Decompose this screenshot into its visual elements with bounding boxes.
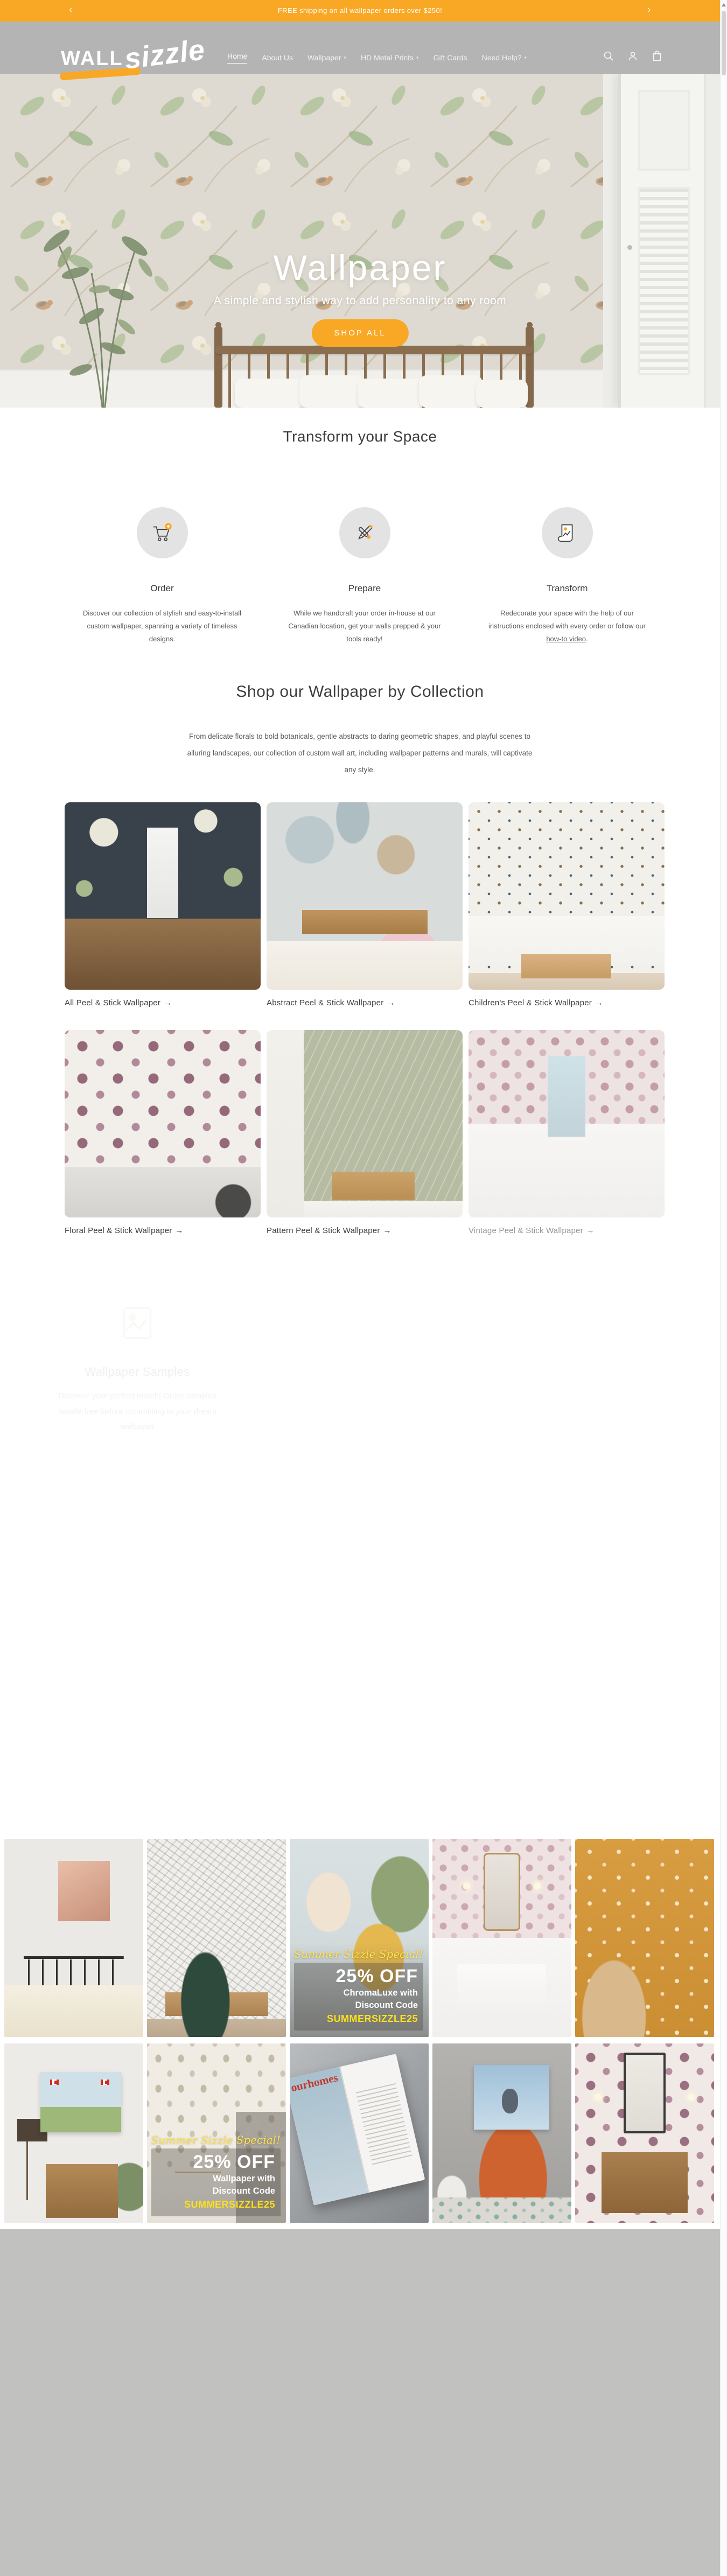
nav-help-label: Need Help? <box>481 53 522 62</box>
hero-bed-headboard <box>215 346 533 354</box>
collection-label-childrens: Children's Peel & Stick Wallpaper <box>469 998 592 1007</box>
promo-discount: 25% OFF <box>335 1965 418 1986</box>
feature-transform-text <box>484 607 651 646</box>
hero-banner <box>0 74 720 408</box>
feature-prepare-title: Prepare <box>348 583 381 593</box>
arrow-right-icon: → <box>383 1226 392 1235</box>
hero-subtitle: A simple and stylish way to add personality to any room <box>213 295 507 307</box>
gallery-photo-pink-bathroom[interactable] <box>432 1839 571 2037</box>
feature-transform <box>484 507 651 646</box>
nav-item-home[interactable] <box>227 52 247 64</box>
image-icon <box>115 1300 160 1346</box>
logo[interactable] <box>61 33 212 78</box>
hero-pillow <box>299 375 364 408</box>
wallpaper-promo-overlay <box>151 2133 281 2216</box>
promo-script-text: Summer Sizzle Special! <box>151 2133 281 2146</box>
gallery-photo-canada-canvas[interactable] <box>4 2043 143 2223</box>
feature-transform-text-before: Redecorate your space with the help of our instructions enclosed with every order or follow our <box>488 609 646 631</box>
collection-label-all: All Peel & Stick Wallpaper <box>65 998 161 1007</box>
mirror <box>624 2053 666 2133</box>
main-nav <box>227 52 527 64</box>
collection-image-abstract <box>267 802 463 990</box>
promo-script-text: Summer Sizzle Special! <box>293 1947 423 1961</box>
nav-about-label: About Us <box>262 53 293 62</box>
gallery-photo-bedroom-canvas[interactable] <box>4 1839 143 2037</box>
chevron-down-icon: ▾ <box>344 54 346 60</box>
arrow-right-icon: → <box>164 998 172 1007</box>
nav-wallpaper-label: Wallpaper <box>307 53 341 62</box>
gallery-photo-floral-vanity[interactable] <box>575 2043 714 2223</box>
sconce-light <box>688 2094 695 2101</box>
collection-label-vintage: Vintage Peel & Stick Wallpaper <box>469 1226 583 1235</box>
arrow-right-icon: → <box>387 998 395 1007</box>
logo-word-sizzle: sizzle <box>122 33 207 75</box>
nav-home-label: Home <box>227 52 247 64</box>
magazine-text-lines <box>356 2083 414 2167</box>
collection-image-childrens <box>469 802 665 990</box>
logo-word-wall: WALL <box>61 47 123 70</box>
feature-prepare-text: While we handcraft your order in-house at our Canadian location, get your walls prepped & your tools ready! <box>288 609 441 643</box>
samples-text: Discover your perfect match! Order samples hassle-free before committing to your dream wallpaper <box>58 1391 217 1431</box>
cart-icon[interactable] <box>651 50 663 62</box>
hero-title: Wallpaper <box>273 248 447 288</box>
cart-plus-icon <box>137 507 188 558</box>
collection-card-abstract[interactable] <box>267 802 463 1007</box>
promo-code: SUMMERSIZZLE25 <box>184 2199 275 2210</box>
announcement-prev-icon[interactable]: ‹ <box>69 4 73 16</box>
collection-image-pattern <box>267 1030 463 1217</box>
hero-pillow <box>358 379 425 408</box>
announcement-text: FREE shipping on all wallpaper orders over $250! <box>277 6 443 15</box>
arrow-right-icon: → <box>586 1226 595 1235</box>
promo-product-line: Wallpaper with <box>213 2173 275 2183</box>
footer <box>0 2229 720 2576</box>
collection-image-vintage <box>469 1030 665 1217</box>
collection-card-pattern[interactable] <box>267 1030 463 1235</box>
feature-order <box>79 507 246 646</box>
canvas-print <box>474 2065 549 2130</box>
magazine-title: ourhomes <box>290 2070 340 2095</box>
wallpaper-samples-promo[interactable] <box>30 1300 245 1435</box>
gallery-photo-chromaluxe-promo[interactable] <box>290 1839 429 2037</box>
mirror <box>484 1853 520 1931</box>
promo-code-line: Discount Code <box>212 2186 275 2196</box>
announcement-bar <box>0 0 720 22</box>
magazine <box>290 2054 425 2205</box>
site-header <box>0 22 720 74</box>
samples-heading: Wallpaper Samples <box>85 1365 190 1378</box>
hero-pillow <box>419 375 483 408</box>
collections-heading: Shop our Wallpaper by Collection <box>236 683 484 701</box>
promo-discount: 25% OFF <box>193 2151 275 2172</box>
sconce-light <box>534 1882 541 1889</box>
promo-product-line: ChromaLuxe with <box>343 1987 418 1998</box>
arrow-right-icon: → <box>595 998 604 1007</box>
feature-order-text: Discover our collection of stylish and easy-to-install custom wallpaper, spanning a variety of timeless designs. <box>82 609 242 643</box>
collection-label-floral: Floral Peel & Stick Wallpaper <box>65 1226 172 1235</box>
search-icon[interactable] <box>602 50 615 62</box>
rug <box>432 2197 571 2223</box>
sconce-light <box>463 1882 470 1889</box>
hero-door-panel <box>638 90 690 171</box>
canada-flag <box>50 2080 59 2085</box>
feature-transform-text-after: . <box>586 635 588 643</box>
collection-card-vintage[interactable] <box>469 1030 665 1235</box>
scrollbar-up-icon[interactable] <box>722 3 726 6</box>
tools-icon <box>339 507 390 558</box>
feature-order-title: Order <box>150 583 174 593</box>
gallery-photo-toile-desk[interactable] <box>147 1839 286 2037</box>
chevron-down-icon: ▾ <box>416 54 419 60</box>
scrollbar-thumb[interactable] <box>722 11 726 75</box>
nav-item-hd-metal-prints[interactable] <box>361 53 419 62</box>
chromaluxe-promo-overlay <box>294 1948 423 2031</box>
collection-card-floral[interactable] <box>65 1030 261 1235</box>
hero-pillow <box>476 380 528 408</box>
hero-door <box>618 74 705 408</box>
nav-item-need-help[interactable] <box>482 53 527 62</box>
promo-code-line: Discount Code <box>355 2000 418 2010</box>
nav-item-about-us[interactable] <box>262 53 293 62</box>
collection-image-floral <box>65 1030 261 1217</box>
canvas-print <box>40 2072 121 2132</box>
how-to-video-link[interactable]: how-to video <box>546 635 586 643</box>
canada-flag <box>101 2080 109 2085</box>
hero-bed-post <box>214 327 222 408</box>
collections-description: From delicate florals to bold botanicals, gentle abstracts to daring geometric shapes, and playful scenes to alluring landscapes, our collection of custom wall art, including wallpaper patterns and murals, will captivate any style. <box>187 732 533 774</box>
gallery-photo-butterfly-room[interactable] <box>575 1839 714 2037</box>
nav-item-gift-cards[interactable] <box>434 53 467 62</box>
collection-label-abstract: Abstract Peel & Stick Wallpaper <box>267 998 384 1007</box>
collection-card-childrens[interactable] <box>469 802 665 1007</box>
chevron-down-icon: ▾ <box>524 54 527 60</box>
gallery-photo-orange-chair[interactable] <box>432 2043 571 2223</box>
arrow-right-icon: → <box>175 1226 184 1235</box>
promo-code: SUMMERSIZZLE25 <box>326 2013 418 2024</box>
feature-prepare <box>281 507 448 646</box>
nav-gift-label: Gift Cards <box>433 53 467 62</box>
nav-item-wallpaper[interactable] <box>307 53 346 62</box>
account-icon[interactable] <box>626 50 639 62</box>
nav-metal-label: HD Metal Prints <box>361 53 414 62</box>
wallpaper-roll-icon <box>542 507 593 558</box>
shop-all-button[interactable]: SHOP ALL <box>311 319 408 347</box>
sconce-light <box>595 2094 602 2101</box>
page-scrollbar[interactable] <box>720 0 727 2576</box>
collection-image-all <box>65 802 261 990</box>
gallery-photo-wallpaper-promo[interactable] <box>147 2043 286 2223</box>
collection-label-pattern: Pattern Peel & Stick Wallpaper <box>267 1226 380 1235</box>
gallery-photo-magazine[interactable] <box>290 2043 429 2223</box>
announcement-next-icon[interactable]: › <box>647 4 651 16</box>
feature-transform-title: Transform <box>546 583 588 593</box>
hero-pillow <box>235 379 305 408</box>
features-heading: Transform your Space <box>283 428 437 445</box>
collection-card-all[interactable] <box>65 802 261 1007</box>
